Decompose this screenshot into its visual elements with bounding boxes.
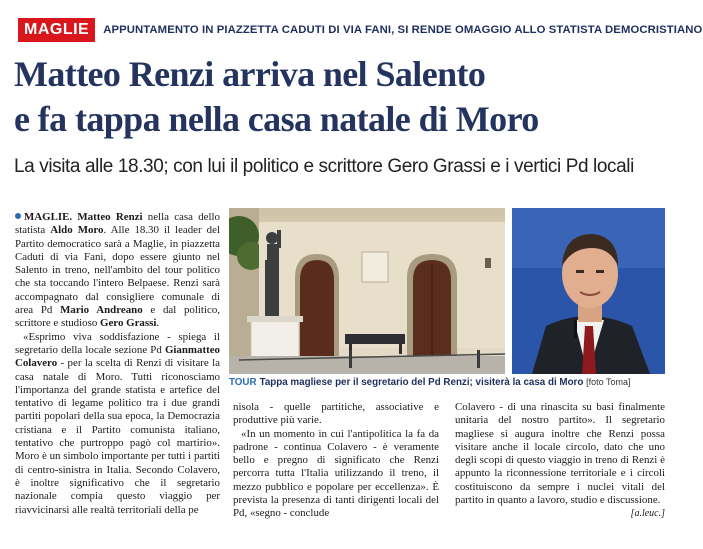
headline-line-2: e fa tappa nella casa natale di Moro xyxy=(14,99,539,139)
text-run: «Esprimo viva soddisfazione - spiega il segretario della locale sezione Pd xyxy=(15,330,220,356)
article-column-3 xyxy=(455,401,665,521)
paragraph-3-continued xyxy=(455,401,665,520)
paragraph-3: «In un momento in cui l'antipolitica la fa da padrone - continua Colavero - è veramente bello e pregno di significato che Renzi percorra tutta l'Italia utilizzando il treno, il mezzo pubblico e popolare per eccellenza». È prevista la presenza di tanti dirigenti locali del Pd, «segno - conclude xyxy=(233,427,439,520)
paragraph-1 xyxy=(15,211,220,331)
kicker xyxy=(18,18,702,42)
text-run: . xyxy=(156,317,160,330)
text-run: - per la scelta di Renzi di visitare la casa natale di Moro. Tutti riconosciamo l'importanza del grande statista e artefice del tentativo di legame politico tra i due grandi partiti popolari della sua epoca, la Democrazia cristiana e il Partito comunista italiano, tentativo che purtroppo pagò col martirio». Moro è un simbolo importante per tutti i partiti di centro-sinistra in Italia. Secondo Colavero, è inoltre significativo che il segretario nazionale compia questo viaggio per riavvicinarsi alle realtà territoriali della pe xyxy=(15,357,220,516)
text-run: e dal politico, scrittore e studioso xyxy=(15,304,220,330)
person-name: Gianmatteo Colavero xyxy=(15,343,220,370)
photo-renzi-portrait xyxy=(512,208,665,374)
person-name: Matteo Renzi xyxy=(77,211,143,223)
paragraph-2-continued: nisola - quelle partitiche, associative e produttive più varie. xyxy=(233,401,439,427)
person-name: Gero Grassi xyxy=(100,317,157,330)
person-name: Aldo Moro xyxy=(50,224,104,237)
author-signature: [a.leuc.] xyxy=(630,508,665,520)
photo-moro-square xyxy=(229,208,505,374)
kicker-text: APPUNTAMENTO IN PIAZZETTA CADUTI DI VIA FANI, SI RENDE OMAGGIO ALLO STATISTA DEMOCRISTIANO xyxy=(103,24,703,36)
square-illustration xyxy=(229,208,505,374)
caption-text: Tappa magliese per il segretario del Pd Renzi; visiterà la casa di Moro xyxy=(259,377,584,388)
photo-credit: [foto Toma] xyxy=(586,377,631,387)
dateline: MAGLIE. xyxy=(24,211,73,223)
text-run: nella casa dello statista xyxy=(15,211,220,237)
headline-line-1: Matteo Renzi arriva nel Salento xyxy=(14,54,486,94)
text-run: . Alle 18.30 il leader del Partito democratico sarà a Maglie, in piazzetta Caduti di via Fani, dopo essere giunto nel Salento in treno, nell'ambito del tour politico che sta toccando l'intero Belpaese. Renzi sarà accompagnato dal consigliere comunale di area Pd xyxy=(15,224,220,317)
text-run: Colavero - di una rinascita su basi finalmente unitaria del nostro partito». Il segretario magliese si augura inoltre che Renzi possa visitare anche il locale circolo, dato che uno degli scopi di questo viaggio in treno di Renzi è appunto la riconnessione territoriale e i circoli costituiscono da sempre i nuclei vitali del partito in quanto a lavoro, studio e discussione. xyxy=(455,401,665,507)
subheadline: La visita alle 18.30; con lui il politico e scrittore Gero Grassi e i vertici Pd locali xyxy=(14,156,634,177)
paragraph-2 xyxy=(15,331,220,517)
bullet-dot-icon xyxy=(15,213,21,219)
photo-caption xyxy=(229,377,669,388)
person-name: Mario Andreano xyxy=(60,304,143,317)
article-column-1 xyxy=(15,211,220,517)
section-tag: MAGLIE xyxy=(18,18,95,42)
caption-label: TOUR xyxy=(229,377,257,388)
article-column-2 xyxy=(233,401,439,521)
portrait-illustration xyxy=(512,208,665,374)
